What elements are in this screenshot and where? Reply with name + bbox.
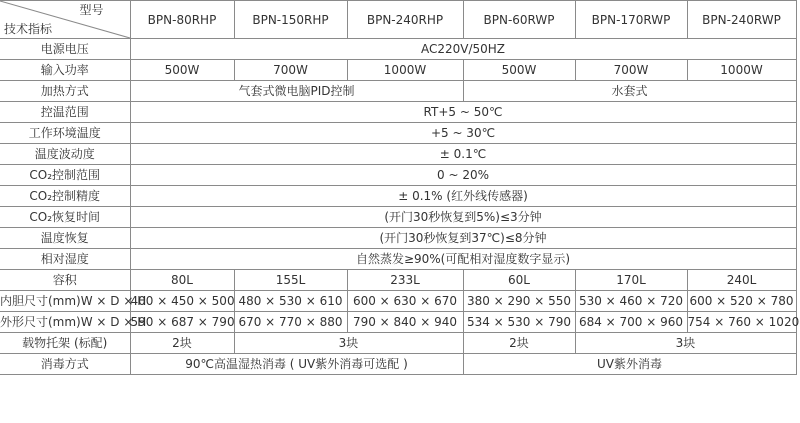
cell-value: 233L bbox=[347, 270, 463, 291]
row-label: 相对湿度 bbox=[0, 249, 130, 270]
cell-value: 3块 bbox=[575, 333, 796, 354]
cell-value: 700W bbox=[575, 60, 687, 81]
row-value: AC220V/50HZ bbox=[130, 39, 796, 60]
cell-value: 2块 bbox=[463, 333, 575, 354]
cell-value: 600 × 520 × 780 bbox=[687, 291, 796, 312]
table-row bbox=[0, 123, 796, 144]
row-label: 加热方式 bbox=[0, 81, 130, 102]
row-value: RT+5 ~ 50℃ bbox=[130, 102, 796, 123]
cell-value: 590 × 687 × 790 bbox=[130, 312, 234, 333]
row-value: +5 ~ 30℃ bbox=[130, 123, 796, 144]
table-row bbox=[0, 102, 796, 123]
cell-value: 155L bbox=[234, 270, 347, 291]
table-row bbox=[0, 60, 796, 81]
table-row bbox=[0, 165, 796, 186]
row-value: 0 ~ 20% bbox=[130, 165, 796, 186]
row-label: 载物托架 (标配) bbox=[0, 333, 130, 354]
cell-value: 700W bbox=[234, 60, 347, 81]
table-row bbox=[0, 81, 796, 102]
model-header: BPN-170RWP bbox=[575, 1, 687, 39]
row-value: (开门30秒恢复到5%)≤3分钟 bbox=[130, 207, 796, 228]
model-header: BPN-60RWP bbox=[463, 1, 575, 39]
cell-value: 790 × 840 × 940 bbox=[347, 312, 463, 333]
table-row bbox=[0, 207, 796, 228]
cell-value: 500W bbox=[130, 60, 234, 81]
table-row bbox=[0, 39, 796, 60]
cell-value: 60L bbox=[463, 270, 575, 291]
row-value: (开门30秒恢复到37℃)≤8分钟 bbox=[130, 228, 796, 249]
header-row bbox=[0, 1, 796, 39]
cell-value: 气套式微电脑PID控制 bbox=[130, 81, 463, 102]
cell-value: 480 × 530 × 610 bbox=[234, 291, 347, 312]
model-header: BPN-240RWP bbox=[687, 1, 796, 39]
table-row bbox=[0, 186, 796, 207]
row-label: CO₂控制精度 bbox=[0, 186, 130, 207]
header-corner-cell bbox=[0, 1, 130, 39]
cell-value: 90℃高温湿热消毒 ( UV紫外消毒可选配 ) bbox=[130, 354, 463, 375]
cell-value: 534 × 530 × 790 bbox=[463, 312, 575, 333]
cell-value: 500W bbox=[463, 60, 575, 81]
row-label: 温度波动度 bbox=[0, 144, 130, 165]
table-row bbox=[0, 354, 796, 375]
cell-value: 240L bbox=[687, 270, 796, 291]
table-row bbox=[0, 333, 796, 354]
corner-model-label: 型号 bbox=[79, 3, 104, 17]
cell-value: 80L bbox=[130, 270, 234, 291]
row-label: 温度恢复 bbox=[0, 228, 130, 249]
row-value: ± 0.1% (红外线传感器) bbox=[130, 186, 796, 207]
model-header: BPN-240RHP bbox=[347, 1, 463, 39]
table-row bbox=[0, 249, 796, 270]
corner-spec-label: 技术指标 bbox=[4, 22, 53, 36]
row-value: ± 0.1℃ bbox=[130, 144, 796, 165]
table-row bbox=[0, 291, 796, 312]
cell-value: 1000W bbox=[687, 60, 796, 81]
row-label: 工作环境温度 bbox=[0, 123, 130, 144]
cell-value: UV紫外消毒 bbox=[463, 354, 796, 375]
row-label: 控温范围 bbox=[0, 102, 130, 123]
row-label: CO₂控制范围 bbox=[0, 165, 130, 186]
cell-value: 380 × 290 × 550 bbox=[463, 291, 575, 312]
row-label: 电源电压 bbox=[0, 39, 130, 60]
cell-value: 400 × 450 × 500 bbox=[130, 291, 234, 312]
cell-value: 530 × 460 × 720 bbox=[575, 291, 687, 312]
cell-value: 3块 bbox=[234, 333, 463, 354]
model-header: BPN-150RHP bbox=[234, 1, 347, 39]
row-label: 输入功率 bbox=[0, 60, 130, 81]
row-label: 消毒方式 bbox=[0, 354, 130, 375]
table-row bbox=[0, 270, 796, 291]
cell-value: 600 × 630 × 670 bbox=[347, 291, 463, 312]
row-label: 容积 bbox=[0, 270, 130, 291]
cell-value: 170L bbox=[575, 270, 687, 291]
cell-value: 754 × 760 × 1020 bbox=[687, 312, 796, 333]
table-row bbox=[0, 228, 796, 249]
cell-value: 2块 bbox=[130, 333, 234, 354]
row-label: CO₂恢复时间 bbox=[0, 207, 130, 228]
row-value: 自然蒸发≥90%(可配相对湿度数字显示) bbox=[130, 249, 796, 270]
cell-value: 684 × 700 × 960 bbox=[575, 312, 687, 333]
model-header: BPN-80RHP bbox=[130, 1, 234, 39]
cell-value: 1000W bbox=[347, 60, 463, 81]
row-label: 外形尺寸(mm)W × D × H bbox=[0, 312, 130, 333]
table-row bbox=[0, 144, 796, 165]
row-label: 内胆尺寸(mm)W × D × H bbox=[0, 291, 130, 312]
table-row bbox=[0, 312, 796, 333]
cell-value: 670 × 770 × 880 bbox=[234, 312, 347, 333]
cell-value: 水套式 bbox=[463, 81, 796, 102]
